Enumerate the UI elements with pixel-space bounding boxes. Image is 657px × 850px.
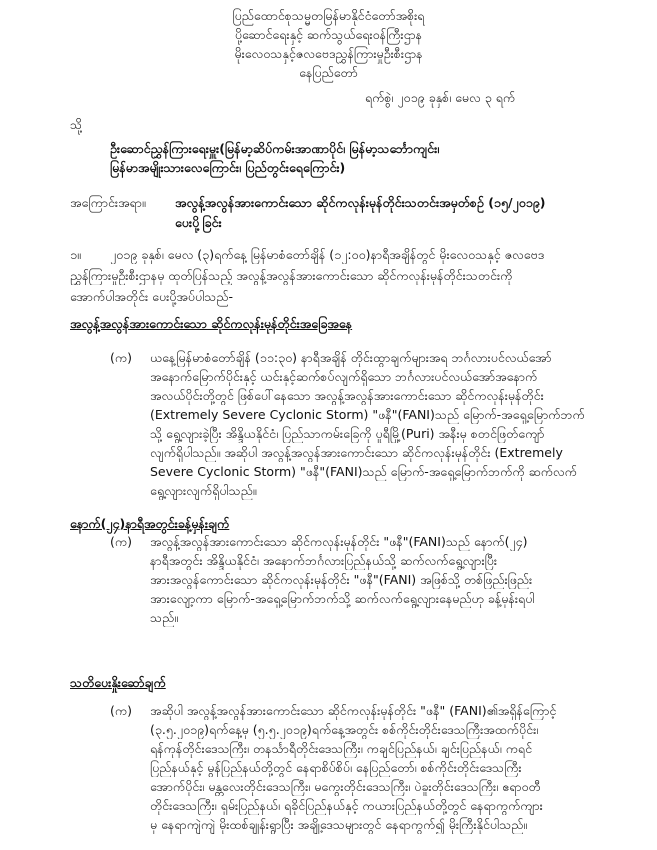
section-heading-warning: သတိပေးနှိုးဆော်ချက် (70, 675, 166, 690)
body-line: ရွေ့လျားလျက်ရှိပါသည်။ (150, 483, 257, 498)
body-line: အားလျော့ကာ မြောက်-အရှေ့မြောက်ဘက်သို့ ဆက်လက်ရွေ့လျားနေမည်ဟု ခန့်မှန်းရပါ (150, 591, 535, 606)
list-item-marker: (က) (110, 534, 132, 549)
body-line: အဆိုပါ အလွန့်အလွန်အားကောင်းသော ဆိုင်ကလုန်းမုန်တိုင်း "ဖနီ" (FANI)၏အရှိန်ကြောင့် (150, 703, 557, 718)
paragraph-line: အောက်ပါအတိုင်း ပေးပို့အပ်ပါသည်- (70, 289, 233, 304)
list-item-marker: (က) (110, 703, 132, 718)
body-line: (၃.၅.၂၀၁၉)ရက်နေ့မှ (၅.၅.၂၀၁၉)ရက်နေ့အတွင်း စစ်ကိုင်းတိုင်းဒေသကြီးအထက်ပိုင်း၊ (150, 722, 539, 737)
body-line: မှ နေရာကျဲကျဲ မိုးထစ်ချုန်းရွာပြီး အချို့ဒေသများတွင် နေရာကွက်၍ မိုးကြီးနိုင်ပါသည်။ (150, 817, 528, 832)
body-line: (Extremely Severe Cyclonic Storm) "ဖနီ"(FANI)သည် မြောက်-အရှေ့မြောက်ဘက် (150, 407, 585, 422)
section-heading-24h-forecast: နောက်(၂၄)နာရီအတွင်းခန့်မှန်းချက် (70, 516, 230, 531)
body-line: အောက်ပိုင်း၊ မန္တလေးတိုင်းဒေသကြီး၊ မကွေးတိုင်းဒေသကြီး၊ ပဲခူးတိုင်းဒေသကြီး၊ ဧရာဝတီ (150, 779, 541, 794)
subject-line-2: ပေးပို့ခြင်း (175, 215, 222, 230)
body-line: တိုင်းဒေသကြီး၊ ရှမ်းပြည်နယ်၊ ရခိုင်ပြည်နယ်နှင့် ကယားပြည်နယ်တို့တွင် နေရာကွက်ကျား (150, 798, 543, 813)
body-line: အနောက်မြောက်ပိုင်းနှင့် ယင်းနှင့်ဆက်စပ်လျက်ရှိသော ဘင်္ဂလားပင်လယ်အော်အနောက် (150, 369, 538, 384)
body-line: သည်။ (150, 610, 178, 625)
body-line: အလယ်ပိုင်းတို့တွင် ဖြစ်ပေါ်နေသော အလွန့်အလွန်အားကောင်းသော ဆိုင်ကလုန်းမုန်တိုင်း (150, 388, 544, 403)
letterhead-line-city: နေပြည်တော် (299, 65, 358, 80)
body-line: နာရီအတွင်း အိန္ဒိယနိုင်ငံ၊ အနောက်ဘင်္ဂလားပြည်နယ်သို့ ဆက်လက်ရွေ့လျားပြီး (150, 553, 498, 568)
letterhead-line-department: မိုးလေဝသနှင့်ဇလဗေဒညွှန်ကြားမှုဦးစီးဌာန (234, 46, 423, 61)
body-line: Severe Cyclonic Storm) "ဖနီ"(FANI)သည် မြောက်-အရှေ့မြောက်ဘက်ကို ဆက်လက် (150, 464, 577, 479)
section-body-warning (150, 701, 615, 834)
body-line: အားအလွန်ကောင်းသော ဆိုင်ကလုန်းမုန်တိုင်း "ဖနီ"(FANI) အဖြစ်သို့ တစ်ဖြည်းဖြည်း (150, 572, 533, 587)
subject-label: အကြောင်းအရာ။ (70, 195, 146, 210)
letter-date: ရက်စွဲ၊ ၂၀၁၉ ခုနှစ်၊ မေလ ၃ ရက် (365, 90, 516, 105)
body-line: သို့ ရွေ့လျားခဲ့ပြီး အိန္ဒိယနိုင်ငံ၊ ပြည်သာကမ်းခြေကို ပူရီမြို့(Puri) အနီးမှ စတင်ဖြတ်ကျော် (150, 426, 545, 441)
paragraph-line: ညွှန်ကြားမှုဦးစီးဌာနမှ ထုတ်ပြန်သည့် အလွန့်အလွန်အားကောင်းသော ဆိုင်ကလုန်းမုန်တိုင်းသတင်းကို (70, 268, 513, 283)
paragraph-number: ၁။ (70, 247, 81, 262)
letterhead-line-ministry: ပို့ဆောင်ရေးနှင့် ဆက်သွယ်ရေးဝန်ကြီးဌာန (234, 27, 423, 42)
subject-line-1: အလွန့်အလွန်အားကောင်းသော ဆိုင်ကလုန်းမုန်တိုင်းသတင်းအမှတ်စဉ် (၁၅/၂၀၁၉) (175, 195, 546, 210)
body-line: လျက်ရှိပါသည်။ အဆိုပါ အလွန့်အလွန်အားကောင်းသော ဆိုင်ကလုန်းမုန်တိုင်း (Extremely (150, 445, 563, 460)
letterhead-line-government: ပြည်ထောင်စုသမ္မတမြန်မာနိုင်ငံတော်အစိုးရ (232, 8, 425, 23)
recipient-label: သို့ (70, 117, 83, 132)
body-line: ယနေ့မြန်မာစံတော်ချိန် (၁၁:၃၀) နာရီအချိန် တိုင်းထွာချက်များအရ ဘင်္ဂလားပင်လယ်အော် (150, 350, 552, 365)
recipient-line-1: ဦးဆောင်ညွှန်ကြားရေးမှူး(မြန်မာ့ဆိပ်ကမ်းအာဏာပိုင်၊ မြန်မာ့သင်္ဘောကျင်း၊ (110, 141, 440, 156)
body-line: ပြည်နယ်နှင့် မွန်ပြည်နယ်တို့တွင် နေရာစိပ်စိပ်၊ နေပြည်တော်၊ စစ်ကိုင်းတိုင်းဒေသကြီး (150, 760, 522, 775)
body-line: ရန်ကုန်တိုင်းဒေသကြီး၊ တနင်္သာရီတိုင်းဒေသကြီး၊ ကချင်ပြည်နယ်၊ ချင်းပြည်နယ်၊ ကရင် (150, 741, 533, 756)
section-body-storm-status (150, 348, 615, 500)
section-heading-storm-status: အလွန့်အလွန်အားကောင်းသော ဆိုင်ကလုန်းမုန်တိုင်းအခြေအနေ (70, 316, 353, 331)
section-body-24h-forecast (150, 532, 615, 627)
body-line: အလွန့်အလွန်အားကောင်းသော ဆိုင်ကလုန်းမုန်တိုင်း "ဖနီ"(FANI)သည် နောက်(၂၄) (150, 534, 528, 549)
list-item-marker: (က) (110, 350, 132, 365)
recipient-line-2: မြန်မာအမျိုးသားလေကြောင်း၊ ပြည်တွင်းရေကြောင်း) (110, 160, 346, 175)
paragraph-line: ၂၀၁၉ ခုနှစ်၊ မေလ (၃)ရက်နေ့ မြန်မာစံတော်ချိန် (၁၂:၀၀)နာရီအချိန်တွင် မိုးလေဝသနှင့် ဇလဗေဒ (110, 247, 545, 262)
